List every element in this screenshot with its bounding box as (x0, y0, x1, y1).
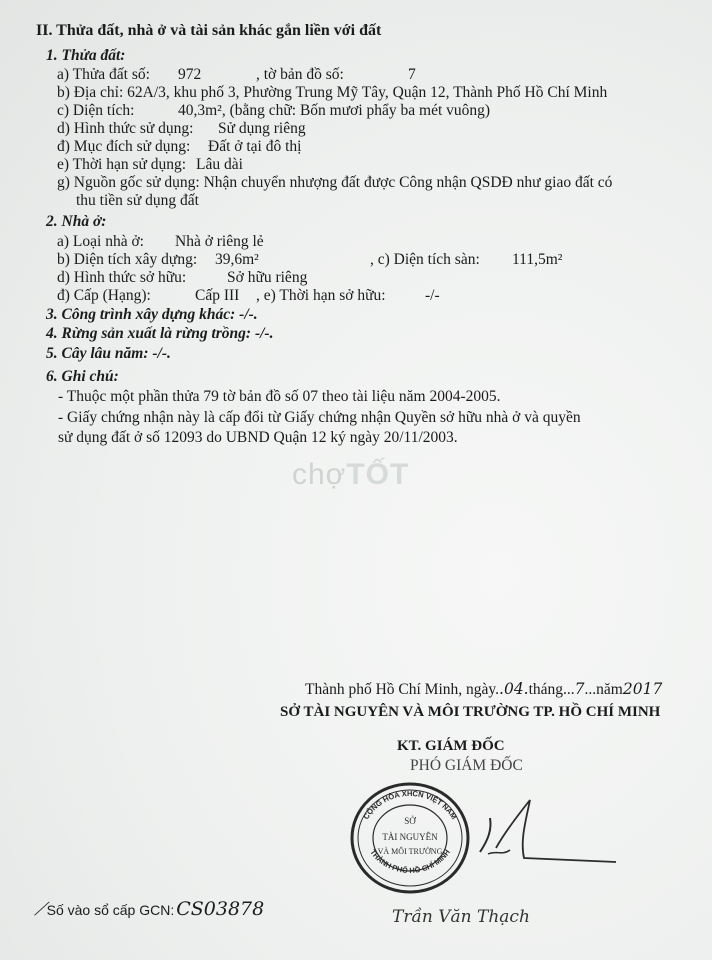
registry-number (34, 898, 264, 920)
land-a-value: 972 (178, 66, 202, 83)
production-forest: 4. Rừng sản xuất là rừng trồng: -/-. (46, 325, 274, 342)
house-term-label: , e) Thời hạn sở hữu: (256, 287, 386, 304)
land-address: b) Địa chỉ: 62A/3, khu phố 3, Phường Trung Mỹ Tây, Quận 12, Thành Phố Hồ Chí Minh (57, 84, 608, 101)
land-usage-form-value: Sử dụng riêng (218, 120, 306, 137)
land-term-label: e) Thời hạn sử dụng: (57, 156, 187, 173)
other-works: 3. Công trình xây dựng khác: -/-. (46, 306, 258, 323)
signer-name: Trần Văn Thạch (392, 907, 530, 927)
land-sheet-label: , tờ bản đồ số: (256, 66, 344, 83)
house-type-value: Nhà ở riêng lẻ (175, 233, 264, 250)
issue-date-line (305, 680, 662, 699)
land-origin-line2: thu tiền sử dụng đất (76, 192, 199, 209)
seal-inner-3: VÀ MÔI TRƯỜNG (377, 847, 443, 856)
house-term-value: -/- (425, 287, 440, 304)
land-purpose-value: Đất ở tại đô thị (208, 138, 302, 155)
house-grade-value: Cấp III (195, 287, 240, 304)
section-title: II. Thửa đất, nhà ở và tài sản khác gắn liền với đất (36, 22, 382, 39)
registry-label: Số vào sổ cấp GCN: (46, 902, 175, 918)
handwritten-signature (466, 790, 626, 880)
house-type-label: a) Loại nhà ở: (57, 233, 144, 250)
notes-heading: 6. Ghi chú: (46, 368, 119, 385)
house-ownership-label: d) Hình thức sở hữu: (57, 269, 187, 286)
date-month-label: tháng... (528, 681, 575, 698)
official-seal (346, 776, 474, 896)
land-heading: 1. Thửa đất: (46, 47, 126, 64)
seal-ring-top: CỘNG HÒA XHCN VIỆT NAM (361, 788, 459, 821)
house-built-area-value: 39,6m² (215, 251, 259, 268)
land-usage-form-label: d) Hình thức sử dụng: (57, 120, 194, 137)
land-purpose-label: đ) Mục đích sử dụng: (57, 138, 191, 155)
house-ownership-value: Sở hữu riêng (227, 269, 308, 286)
issuing-authority: SỞ TÀI NGUYÊN VÀ MÔI TRƯỜNG TP. HỒ CHÍ MINH (280, 704, 661, 720)
date-prefix: Thành phố Hồ Chí Minh, ngày. (305, 681, 500, 698)
house-heading: 2. Nhà ở: (46, 213, 107, 230)
seal-ring-bottom: THÀNH PHỐ HỒ CHÍ MINH (368, 847, 452, 876)
land-term-value: Lâu dài (196, 156, 243, 173)
date-month: 7 (574, 680, 585, 698)
land-origin-line1: g) Nguồn gốc sử dụng: Nhận chuyển nhượng đất được Công nhận QSDĐ như giao đất có (57, 174, 613, 191)
note-line-1: - Thuộc một phần thửa 79 tờ bản đồ số 07 theo tài liệu năm 2004-2005. (58, 388, 501, 405)
house-grade-label: đ) Cấp (Hạng): (57, 287, 151, 304)
land-a-label: a) Thửa đất số: (57, 66, 150, 83)
house-floor-area-label: , c) Diện tích sàn: (370, 251, 480, 268)
signer-title: PHÓ GIÁM ĐỐC (410, 757, 523, 774)
house-floor-area-value: 111,5m² (512, 251, 563, 268)
check-mark-icon: ⟋ (34, 899, 47, 920)
land-area-label: c) Diện tích: (57, 102, 135, 119)
seal-inner-2: TÀI NGUYÊN (382, 832, 438, 842)
registry-value: CS03878 (176, 898, 265, 920)
note-line-2: - Giấy chứng nhận này là cấp đổi từ Giấy chứng nhận Quyền sở hữu nhà ở và quyền (58, 409, 581, 426)
date-year: 2017 (622, 680, 663, 698)
land-sheet-value: 7 (408, 66, 416, 83)
house-built-area-label: b) Diện tích xây dựng: (57, 251, 198, 268)
watermark: chợTỐT (292, 458, 410, 491)
date-year-label: ...năm (584, 681, 623, 698)
note-line-3: sử dụng đất ở số 12093 do UBND Quận 12 ký ngày 20/11/2003. (58, 429, 458, 446)
seal-inner-1: SỞ (404, 816, 416, 826)
perennial-trees: 5. Cây lâu năm: -/-. (46, 345, 171, 362)
date-day: .04. (499, 680, 529, 698)
land-area-value: 40,3m², (bằng chữ: Bốn mươi phẩy ba mét vuông) (178, 102, 491, 119)
signer-prefix: KT. GIÁM ĐỐC (397, 738, 505, 754)
